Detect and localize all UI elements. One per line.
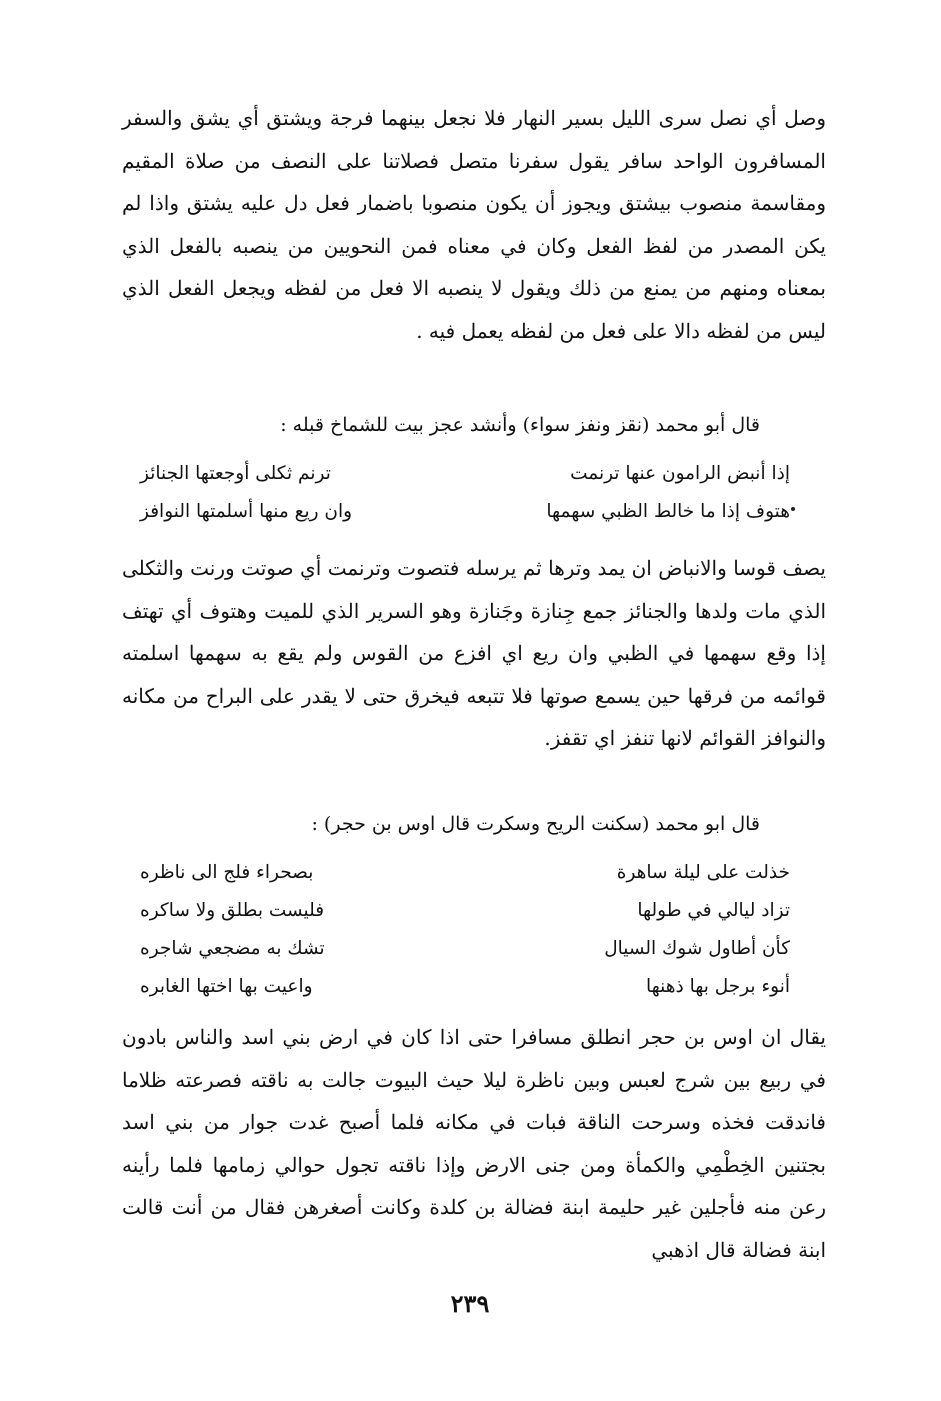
verse-first-hemistich: أنوء برجل بها ذهنها (645, 975, 790, 997)
verse-first-hemistich: كأن أطاول شوك السيال (604, 937, 790, 959)
verse-introduction-1: قال أبو محمد (نقز ونفز سواء) وأنشد عجز بيت للشماخ قبله : (280, 414, 760, 436)
ink-dot (791, 507, 795, 511)
verse-second-hemistich: فليست بطلق ولا ساكره (140, 899, 325, 921)
verse-first-hemistich: خذلت على ليلة ساهرة (616, 861, 790, 883)
verse-second-hemistich: ترنم ثكلى أوجعتها الجنائز (140, 462, 331, 484)
poem-verse (140, 891, 790, 929)
verse-second-hemistich: تشك به مضجعي شاجره (140, 937, 325, 959)
verse-second-hemistich: وان ريع منها أسلمتها النوافز (140, 500, 353, 522)
poem-verse (140, 492, 790, 530)
page-number: ٢٣٩ (450, 1289, 490, 1318)
verse-second-hemistich: بصحراء فلج الى ناظره (140, 861, 314, 883)
poem-verse (140, 967, 790, 1005)
verse-first-hemistich: هتوف إذا ما خالط الظبي سهمها (546, 500, 790, 522)
poem-aws-bin-hajar (140, 853, 790, 1005)
verse-second-hemistich: واعيت بها اختها الغابره (140, 975, 313, 997)
poem-verse (140, 853, 790, 891)
poem-verse (140, 929, 790, 967)
verse-first-hemistich: إذا أنبض الرامون عنها ترنمت (570, 462, 790, 484)
paragraph-commentary-2: يصف قوسا والانباض ان يمد وترها ثم يرسله فتصوت وترنمت أي صوتت ورنت والثكلى الذي مات ولدها والجنائز جمع جِنازة وجَنازة وهو السرير الذي للميت وهتوف أي تهتف إذا وقع سهمها في الظبي وان ريع اي افزع من القوس ولم يقع به سهمها اسلمته قوائمه من فرقها حين يسمع صوتها فلا تتبعه فيخرق حتى لا يقدر على البراح من مكانه والنوافز القوائم لانها تنفز اي تقفز. (122, 556, 826, 751)
verse-first-hemistich: تزاد ليالي في طولها (637, 899, 790, 921)
poem-verse (140, 454, 790, 492)
paragraph-commentary-1: وصل أي نصل سرى الليل بسير النهار فلا نجعل بينهما فرجة ويشتق أي يشق والسفر المسافرون الواحد سافر يقول سفرنا متصل فصلاتنا على النصف من صلاة المقيم ومقاسمة منصوب بيشتق ويجوز أن يكون منصوبا باضمار فعل دل عليه يشتق واذا لم يكن المصدر من لفظ الفعل وكان في معناه فمن النحويين من ينصبه بالفعل الذي بمعناه ومنهم من يمنع من ذلك ويقول لا ينصبه الا فعل من لفظه ويجعل الفعل الذي ليس من لفظه دالا على فعل من لفظه يعمل فيه . (122, 106, 826, 343)
paragraph-commentary-3: يقال ان اوس بن حجر انطلق مسافرا حتى اذا كان في ارض بني اسد والناس بادون في ربيع بين شرج لعبس وبين ناظرة ليلا حيث البيوت جالت به ناقته فصرعته ظلاما فاندقت فخذه وسرحت الناقة فبات في مكانه فلما أصبح غدت جوار من بني اسد بجتنين الخِطْمِي والكمأة ومن جنى الارض وإذا ناقته تجول حوالي زمامها فلما رأينه رعن منه فأجلين غير حليمة ابنة فضالة بن كلدة وكانت أصغرهن فقال من أنت قالت ابنة فضالة قال اذهبي (122, 1025, 826, 1262)
verse-introduction-2: قال ابو محمد (سكنت الريح وسكرت قال اوس بن حجر) : (311, 813, 760, 835)
poem-shammakh (140, 454, 790, 530)
